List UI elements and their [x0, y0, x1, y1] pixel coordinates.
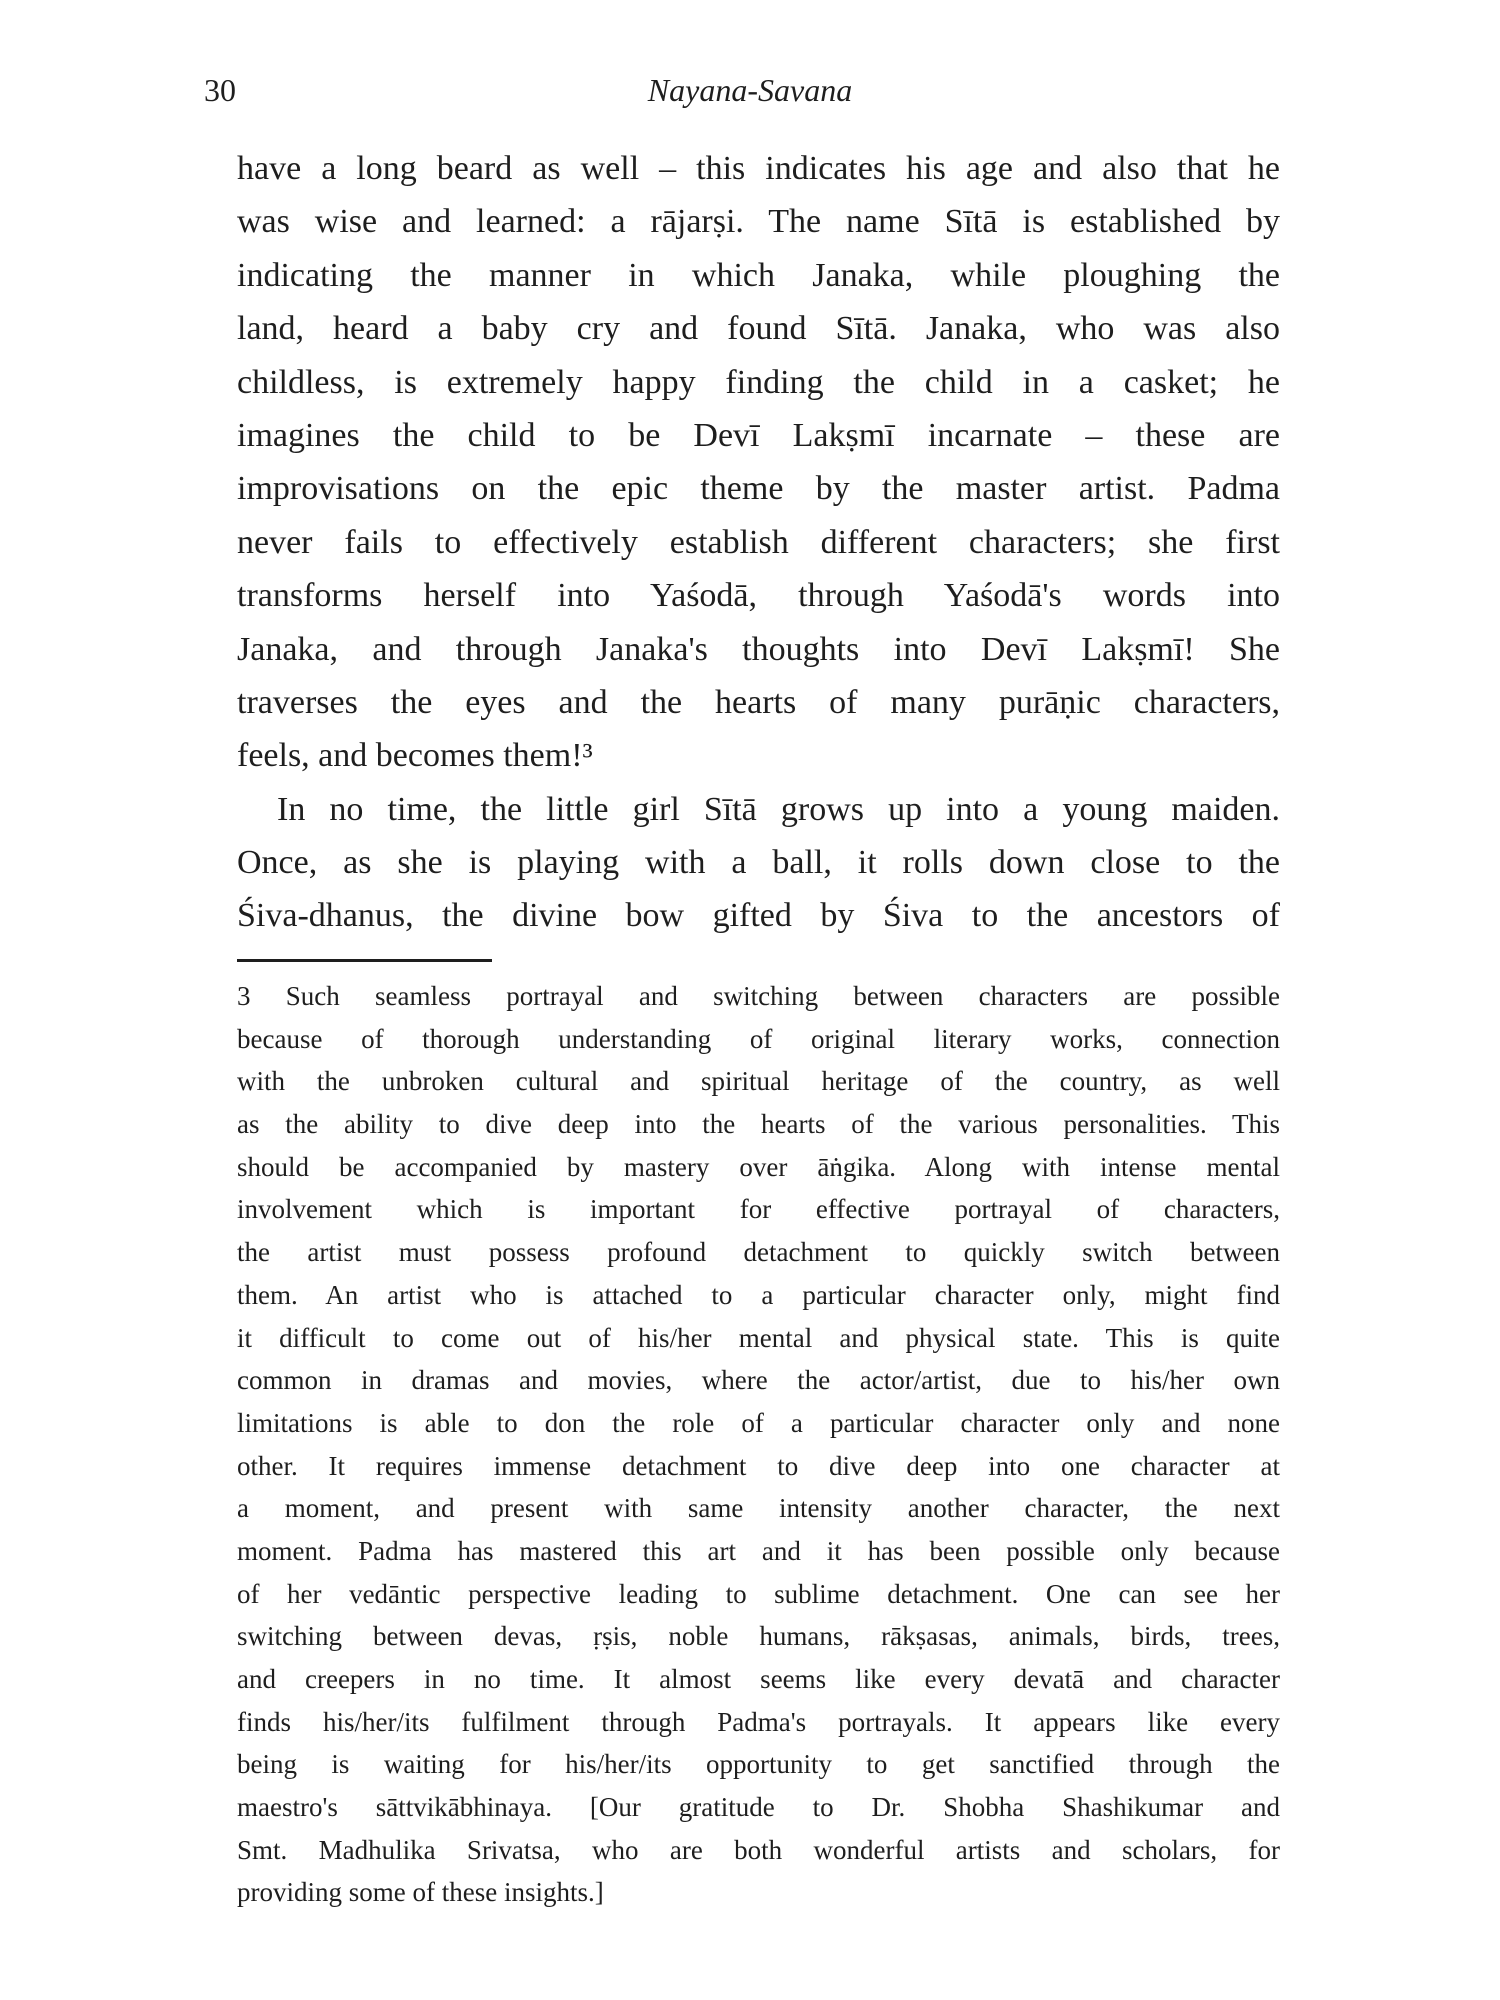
body-line: traverses the eyes and the hearts of many purāṇic characters,: [237, 683, 1280, 721]
body-line: have a long beard as well – this indicates his age and also that he: [237, 150, 1280, 187]
footnote-line: switching between devas, ṛṣis, noble humans, rākṣasas, animals, birds, trees,: [237, 1621, 1280, 1652]
footnote-line: limitations is able to don the role of a particular character only and none: [237, 1407, 1280, 1438]
body-line: indicating the manner in which Janaka, while ploughing the: [237, 256, 1280, 294]
body-line: feels, and becomes them!³: [237, 737, 593, 775]
footnote-line: providing some of these insights.]: [237, 1877, 604, 1908]
body-line: Śiva-dhanus, the divine bow gifted by Śiva to the ancestors of: [237, 897, 1280, 935]
body-text: [237, 142, 1280, 943]
footnote-line: of her vedāntic perspective leading to sublime detachment. One can see her: [237, 1578, 1280, 1609]
footnote-line: a moment, and present with same intensity another character, the next: [237, 1493, 1280, 1524]
footnote-line: Smt. Madhulika Srivatsa, who are both wonderful artists and scholars, for: [237, 1834, 1280, 1865]
footnote-line: involvement which is important for effective portrayal of characters,: [237, 1194, 1280, 1225]
body-line: improvisations on the epic theme by the master artist. Padma: [237, 470, 1280, 508]
body-line: In no time, the little girl Sītā grows up into a young maiden.: [277, 790, 1280, 828]
footnote-rule: [237, 959, 492, 962]
footnote-line: should be accompanied by mastery over āṅgika. Along with intense mental: [237, 1151, 1280, 1182]
body-line: never fails to effectively establish different characters; she first: [237, 523, 1280, 561]
page-number: 30: [204, 72, 236, 108]
footnote-line: being is waiting for his/her/its opportunity to get sanctified through the: [237, 1749, 1280, 1780]
footnote-line: 3 Such seamless portrayal and switching between characters are possible: [237, 981, 1280, 1011]
footnote-line: other. It requires immense detachment to dive deep into one character at: [237, 1450, 1280, 1481]
footnote-line: with the unbroken cultural and spiritual heritage of the country, as well: [237, 1066, 1280, 1097]
body-line: land, heard a baby cry and found Sītā. Janaka, who was also: [237, 310, 1280, 348]
body-line: imagines the child to be Devī Lakṣmī incarnate – these are: [237, 416, 1280, 454]
footnote-line: maestro's sāttvikābhinaya. [Our gratitude to Dr. Shobha Shashikumar and: [237, 1792, 1280, 1823]
footnote-line: it difficult to come out of his/her mental and physical state. This is quite: [237, 1322, 1280, 1353]
footnote-line: finds his/her/its fulfilment through Padma's portrayals. It appears like every: [237, 1706, 1280, 1737]
body-line: Once, as she is playing with a ball, it rolls down close to the: [237, 844, 1280, 882]
footnote-line: the artist must possess profound detachment to quickly switch between: [237, 1237, 1280, 1268]
footnote-line: them. An artist who is attached to a particular character only, might find: [237, 1279, 1280, 1310]
footnote: [237, 975, 1280, 1914]
body-line: childless, is extremely happy finding the child in a casket; he: [237, 363, 1280, 401]
body-line: was wise and learned: a rājarṣi. The name Sītā is established by: [237, 203, 1280, 241]
footnote-line: common in dramas and movies, where the actor/artist, due to his/her own: [237, 1365, 1280, 1396]
footnote-line: because of thorough understanding of original literary works, connection: [237, 1023, 1280, 1054]
footnote-line: moment. Padma has mastered this art and it has been possible only because: [237, 1535, 1280, 1566]
footnote-line: and creepers in no time. It almost seems like every devatā and character: [237, 1664, 1280, 1694]
footnote-line: as the ability to dive deep into the hearts of the various personalities. This: [237, 1109, 1280, 1140]
body-line: Janaka, and through Janaka's thoughts into Devī Lakṣmī! She: [237, 630, 1280, 668]
running-title: Nayana-Savana: [647, 72, 853, 108]
body-line: transforms herself into Yaśodā, through Yaśodā's words into: [237, 577, 1280, 615]
